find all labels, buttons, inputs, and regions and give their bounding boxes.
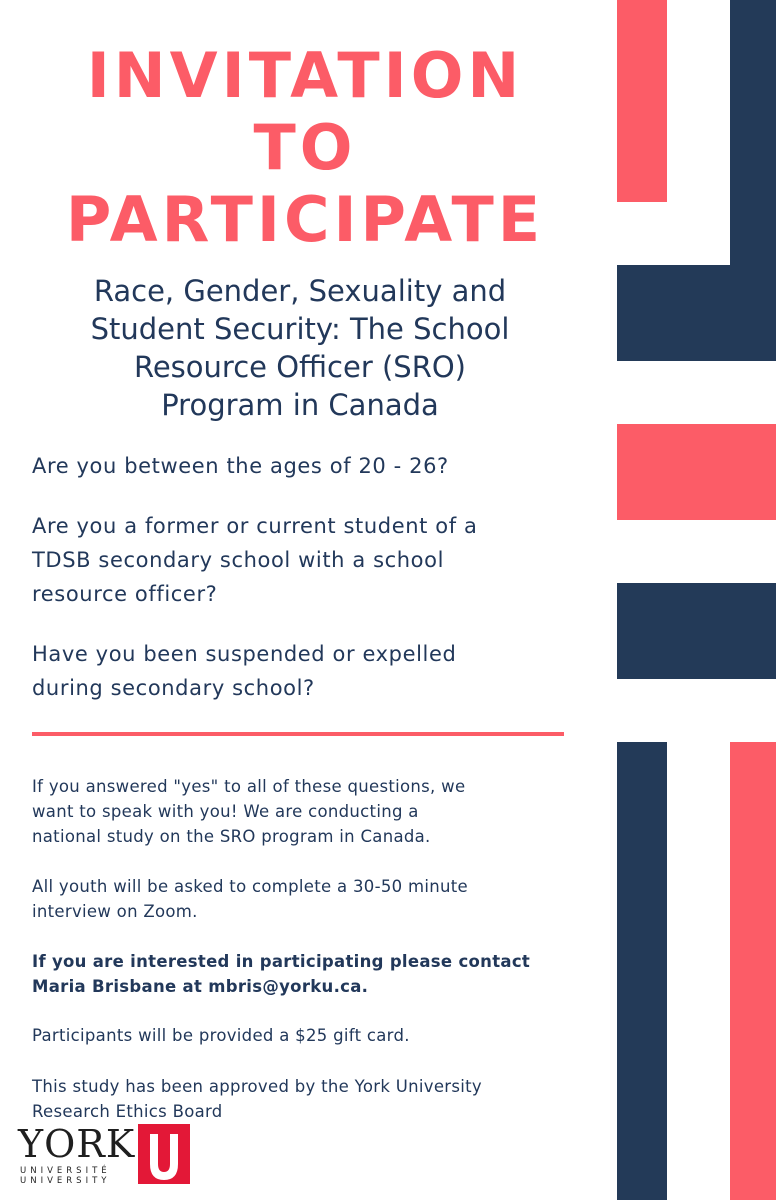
navy-stripe-top-vertical bbox=[730, 0, 776, 265]
coral-stripe-top bbox=[617, 0, 667, 202]
study-title-line: Resource Officer (SRO) bbox=[133, 350, 466, 384]
paragraph-line: interview on Zoom. bbox=[32, 902, 198, 921]
study-title bbox=[40, 272, 560, 424]
paragraph-line: If you are interested in participating please contact bbox=[32, 952, 531, 971]
question-line: Have you been suspended or expelled bbox=[32, 642, 457, 666]
navy-stripe-bottom bbox=[617, 742, 667, 1200]
question-student bbox=[32, 509, 552, 611]
paragraph-line: national study on the SRO program in Canada. bbox=[32, 827, 431, 846]
paragraph-line: If you answered "yes" to all of these questions, we bbox=[32, 777, 466, 796]
paragraph-line: want to speak with you! We are conducting a bbox=[32, 802, 419, 821]
study-title-line: Student Security: The School bbox=[90, 312, 510, 346]
paragraph-intro bbox=[32, 774, 562, 849]
headline-line-3: PARTICIPATE bbox=[65, 183, 545, 256]
navy-stripe-middle bbox=[617, 583, 776, 679]
logo-sub-english: UNIVERSITY bbox=[20, 1176, 111, 1186]
paragraph-contact bbox=[32, 949, 562, 999]
question-age bbox=[32, 449, 552, 483]
paragraph-line: Participants will be provided a $25 gift card. bbox=[32, 1026, 410, 1045]
question-line: Are you between the ages of 20 - 26? bbox=[32, 454, 449, 478]
question-line: during secondary school? bbox=[32, 676, 315, 700]
question-line: resource officer? bbox=[32, 582, 218, 606]
paragraph-gift-card bbox=[32, 1023, 562, 1048]
paragraph-line: This study has been approved by the York University bbox=[32, 1077, 482, 1096]
paragraph-ethics bbox=[32, 1074, 562, 1124]
logo-sub-french: UNIVERSITÉ bbox=[20, 1166, 111, 1176]
question-line: Are you a former or current student of a bbox=[32, 514, 478, 538]
logo-u-mark bbox=[134, 1124, 192, 1186]
navy-stripe-top-horizontal bbox=[617, 265, 776, 361]
paragraph-line: Maria Brisbane at mbris@yorku.ca. bbox=[32, 977, 369, 996]
study-title-line: Race, Gender, Sexuality and bbox=[93, 274, 507, 308]
coral-stripe-middle bbox=[617, 424, 776, 520]
headline-line-2: TO bbox=[253, 111, 357, 184]
headline-line-1: INVITATION bbox=[86, 39, 524, 112]
study-title-line: Program in Canada bbox=[161, 388, 439, 422]
question-line: TDSB secondary school with a school bbox=[32, 548, 445, 572]
logo-wordmark: YORK bbox=[18, 1122, 136, 1166]
paragraph-interview bbox=[32, 874, 562, 924]
question-suspended bbox=[32, 637, 552, 705]
section-divider bbox=[32, 732, 564, 736]
paragraph-line: Research Ethics Board bbox=[32, 1102, 223, 1121]
york-university-logo bbox=[18, 1124, 193, 1186]
coral-stripe-bottom bbox=[730, 742, 776, 1200]
paragraph-line: All youth will be asked to complete a 30-50 minute bbox=[32, 877, 468, 896]
